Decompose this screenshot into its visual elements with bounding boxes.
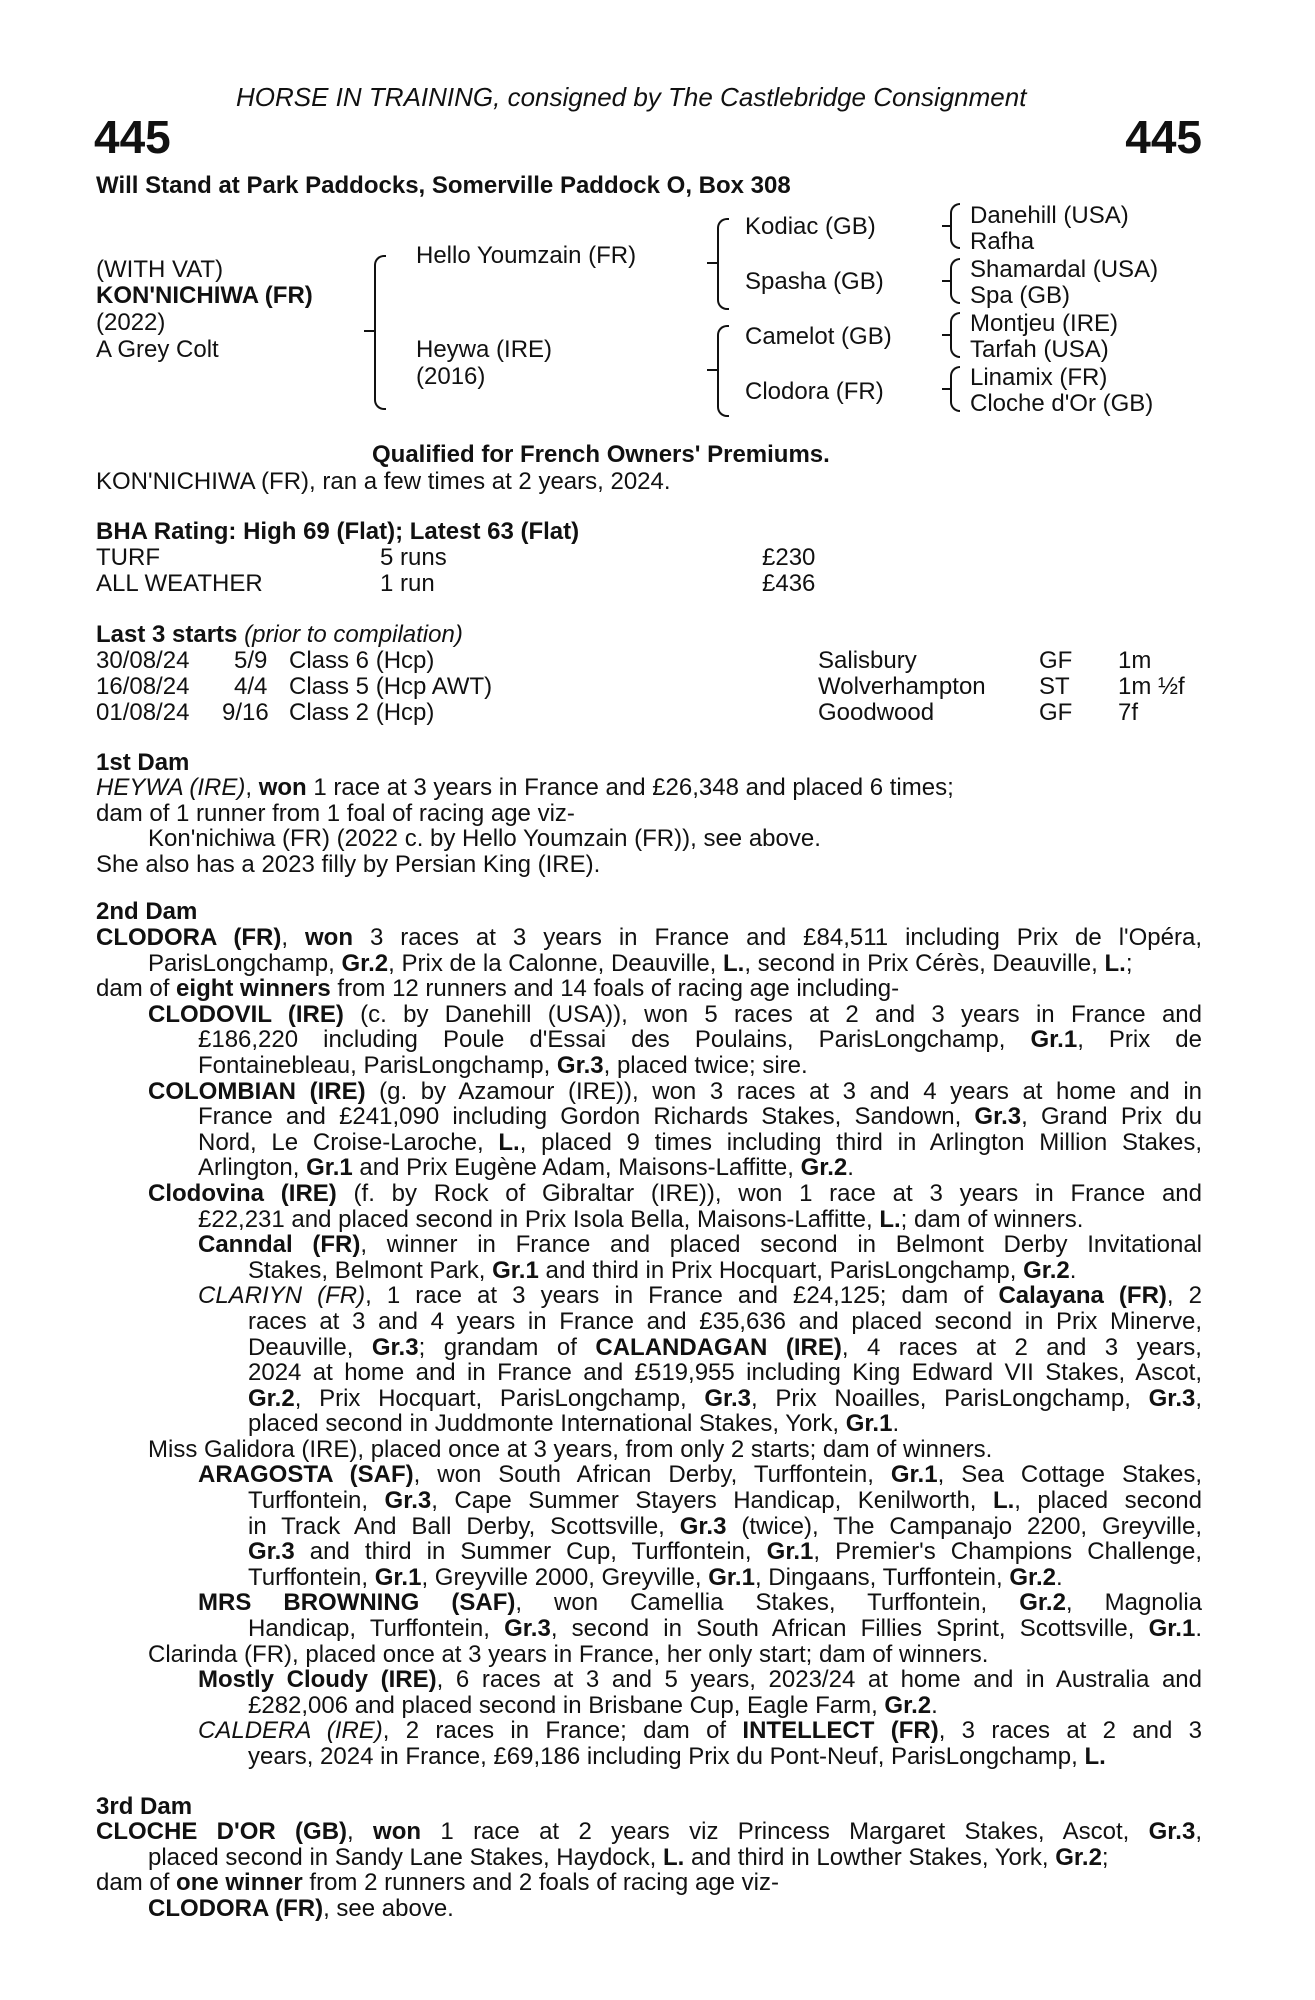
bha-surface: TURF bbox=[96, 544, 160, 571]
start-course: Salisbury bbox=[818, 647, 917, 674]
ggs-brace-3b bbox=[950, 334, 960, 358]
grade: Gr.1 bbox=[492, 1256, 539, 1284]
text: Turffontein, bbox=[248, 1487, 385, 1515]
text: , placed second bbox=[1014, 1487, 1202, 1515]
start-going: GF bbox=[1039, 699, 1073, 726]
text: 1 race at 2 years viz Princess Margaret Stakes, Ascot, bbox=[421, 1818, 1149, 1845]
text: Miss Galidora (IRE), placed once at 3 years, from only 2 starts; dam of winners. bbox=[148, 1435, 993, 1463]
start-course: Goodwood bbox=[818, 699, 935, 726]
grade: Gr.1 bbox=[1030, 1026, 1078, 1054]
vat-note: (WITH VAT) bbox=[96, 256, 224, 283]
text: , see above. bbox=[323, 1894, 454, 1922]
first-dam-text: HEYWA (IRE), won 1 race at 3 years in France and £26,348 and placed 6 times; dam of 1 runner from 1 foal of racing age viz- Kon'nichiwa (FR) (2022 c. by Hello Youmzain (FR)), see above. She also has a 2023 filly by Persian King (IRE). bbox=[96, 775, 1202, 877]
text: in Track And Ball Derby, Scottsville, bbox=[248, 1512, 680, 1540]
grade: L. bbox=[1084, 1743, 1106, 1770]
start-date: 16/08/24 bbox=[96, 673, 190, 700]
start-distance: 1m ½f bbox=[1118, 673, 1185, 700]
progeny-name: ARAGOSTA (SAF) bbox=[198, 1461, 414, 1489]
grade: L. bbox=[498, 1128, 520, 1156]
text: , 4 races at 2 and 3 years, bbox=[841, 1333, 1202, 1361]
text: , Prix de bbox=[1077, 1026, 1203, 1054]
progeny-name: CLODOVIL (IRE) bbox=[148, 1000, 344, 1028]
lot-number-left: 445 bbox=[94, 111, 171, 163]
sire-dam: Spasha (GB) bbox=[745, 268, 884, 295]
text: , Sea Cottage Stakes, bbox=[937, 1461, 1202, 1489]
progeny-name: CLARIYN (FR) bbox=[198, 1282, 366, 1310]
text: , won Camellia Stakes, Turffontein, bbox=[515, 1589, 1020, 1617]
text: and third in Prix Hocquart, ParisLongchamp, bbox=[538, 1256, 1024, 1284]
start-going: ST bbox=[1039, 673, 1070, 700]
sire: Hello Youmzain (FR) bbox=[416, 242, 637, 269]
won-label: won bbox=[305, 924, 354, 951]
grade: Gr.3 bbox=[1148, 1384, 1196, 1412]
ggs-6: Tarfah (USA) bbox=[970, 336, 1109, 363]
dam-year: (2016) bbox=[416, 363, 486, 390]
ggs-brace-4b bbox=[950, 388, 960, 412]
sire-brace-lower bbox=[717, 262, 729, 310]
first-dam-name: HEYWA (IRE) bbox=[96, 774, 246, 801]
grade: Gr.3 bbox=[371, 1333, 419, 1361]
start-course: Wolverhampton bbox=[818, 673, 986, 700]
text: , 1 race at 3 years in France and £24,125; dam of bbox=[365, 1282, 999, 1310]
text: , winner in France and placed second in Belmont Derby Invitational bbox=[360, 1231, 1203, 1259]
text: . bbox=[1195, 1615, 1202, 1643]
text: , 6 races at 3 and 5 years, 2023/24 at home and in Australia and bbox=[436, 1666, 1202, 1694]
text: . bbox=[931, 1691, 938, 1719]
text: £22,231 and placed second in Prix Isola Bella, Maisons-Laffitte, bbox=[198, 1205, 880, 1233]
premiums-note: Qualified for French Owners' Premiums. bbox=[372, 441, 830, 468]
grade: Gr.1 bbox=[766, 1538, 814, 1566]
start-date: 01/08/24 bbox=[96, 699, 190, 726]
text: from 12 runners and 14 foals of racing age including- bbox=[330, 975, 900, 1003]
text: , second in South African Fillies Sprint, Scottsville, bbox=[550, 1615, 1149, 1643]
ggs-3: Shamardal (USA) bbox=[970, 256, 1159, 283]
start-distance: 1m bbox=[1118, 647, 1152, 674]
text: , Premier's Champions Challenge, bbox=[813, 1538, 1202, 1566]
text: 3 races at 3 years in France and £84,511 including Prix de l'Opéra, bbox=[353, 924, 1203, 951]
text: , Prix Noailles, ParisLongchamp, bbox=[751, 1384, 1149, 1412]
dam-dam: Clodora (FR) bbox=[745, 378, 884, 405]
ggs-brace-3a bbox=[950, 312, 960, 336]
text: (g. by Azamour (IRE)), won 3 races at 3 and 4 years at home and in bbox=[365, 1077, 1202, 1105]
text: Clarinda (FR), placed once at 3 years in France, her only start; dam of winners. bbox=[148, 1640, 989, 1668]
ggs-brace-2b bbox=[950, 280, 960, 304]
text: 1 race at 3 years in France and £26,348 and placed 6 times; bbox=[306, 774, 954, 801]
bha-runs: 5 runs bbox=[380, 544, 447, 571]
ggs-brace-2m bbox=[942, 280, 950, 282]
text: . bbox=[892, 1410, 900, 1438]
ggs-7: Linamix (FR) bbox=[970, 364, 1108, 391]
ggs-brace-4a bbox=[950, 366, 960, 390]
text: and third in Summer Cup, Turffontein, bbox=[294, 1538, 767, 1566]
grade: Gr.1 bbox=[845, 1410, 893, 1438]
grade: Gr.3 bbox=[248, 1538, 295, 1566]
text: Fontainebleau, ParisLongchamp, bbox=[198, 1051, 557, 1079]
pedigree-brace-point bbox=[364, 330, 374, 332]
text: , bbox=[1195, 1384, 1203, 1412]
ggs-8: Cloche d'Or (GB) bbox=[970, 390, 1154, 417]
dam-brace-lower bbox=[717, 369, 729, 417]
text: £282,006 and placed second in Brisbane Cup, Eagle Farm, bbox=[248, 1691, 885, 1719]
text: , 2 races in France; dam of bbox=[382, 1717, 743, 1745]
grade: Gr.2 bbox=[248, 1384, 295, 1412]
start-date: 30/08/24 bbox=[96, 647, 190, 674]
grade: Gr.3 bbox=[704, 1384, 752, 1412]
text: , placed 9 times including third in Arlington Million Stakes, bbox=[519, 1128, 1202, 1156]
start-race: Class 2 (Hcp) bbox=[289, 699, 435, 726]
text: Turffontein, bbox=[248, 1563, 375, 1591]
sire-sire: Kodiac (GB) bbox=[745, 213, 876, 240]
grade: Gr.2 bbox=[1023, 1256, 1070, 1284]
text: . bbox=[1056, 1563, 1063, 1591]
start-going: GF bbox=[1039, 647, 1073, 674]
text: Arlington, bbox=[198, 1154, 307, 1182]
second-dam-text bbox=[96, 925, 1202, 1770]
text: , bbox=[347, 1818, 374, 1845]
text: ; grandam of bbox=[418, 1333, 596, 1361]
text: , second in Prix Cérès, Deauville, bbox=[744, 949, 1105, 977]
text: , bbox=[1195, 1818, 1202, 1845]
grade: Gr.1 bbox=[708, 1563, 755, 1591]
text: Kon'nichiwa (FR) (2022 c. by Hello Youmzain (FR)), see above. bbox=[148, 825, 821, 853]
text: years, 2024 in France, £69,186 including Prix du Pont-Neuf, ParisLongchamp, bbox=[248, 1743, 1085, 1770]
grade: L. bbox=[992, 1487, 1015, 1515]
winners-count: one winner bbox=[176, 1869, 303, 1897]
start-distance: 7f bbox=[1118, 699, 1139, 726]
grade: Gr.3 bbox=[1148, 1818, 1196, 1845]
text: ; dam of winners. bbox=[900, 1205, 1084, 1233]
start-race: Class 6 (Hcp) bbox=[289, 647, 435, 674]
ggs-brace-4m bbox=[942, 388, 950, 390]
text: , Dingaans, Turffontein, bbox=[754, 1563, 1010, 1591]
text: She also has a 2023 filly by Persian King (IRE). bbox=[96, 850, 601, 878]
third-dam-text bbox=[96, 1819, 1202, 1921]
progeny-name: INTELLECT (FR) bbox=[742, 1717, 939, 1745]
text: and Prix Eugène Adam, Maisons-Laffitte, bbox=[352, 1154, 801, 1182]
progeny-name: Canndal (FR) bbox=[198, 1231, 361, 1259]
text: dam of 1 runner from 1 foal of racing age viz- bbox=[96, 799, 575, 827]
text: , Greyville 2000, Greyville, bbox=[421, 1563, 709, 1591]
start-position: 4/4 bbox=[234, 673, 268, 700]
grade: Gr.3 bbox=[679, 1512, 727, 1540]
ggs-brace-1b bbox=[950, 225, 960, 249]
start-race: Class 5 (Hcp AWT) bbox=[289, 673, 493, 700]
bha-runs: 1 run bbox=[380, 570, 435, 597]
grade: Gr.2 bbox=[1019, 1589, 1066, 1617]
grade: Gr.1 bbox=[374, 1563, 422, 1591]
progeny-name: CLODORA (FR) bbox=[148, 1894, 324, 1922]
grade: Gr.3 bbox=[384, 1487, 432, 1515]
progeny-name: Clodovina (IRE) bbox=[148, 1179, 337, 1207]
won-label: won bbox=[258, 774, 307, 801]
text: ; bbox=[1101, 1843, 1109, 1871]
text: , Prix Hocquart, ParisLongchamp, bbox=[294, 1384, 705, 1412]
text: dam of bbox=[96, 975, 177, 1003]
pedigree-brace-upper bbox=[374, 255, 386, 332]
stand-location: Will Stand at Park Paddocks, Somerville Paddock O, Box 308 bbox=[96, 172, 791, 199]
grade: Gr.2 bbox=[1009, 1563, 1057, 1591]
text: placed second in Juddmonte International Stakes, York, bbox=[248, 1410, 846, 1438]
grade: L. bbox=[663, 1843, 685, 1871]
text: 2024 at home and in France and £519,955 including King Edward VII Stakes, Ascot, bbox=[248, 1359, 1202, 1387]
won-label: won bbox=[373, 1818, 422, 1845]
third-dam-name: CLOCHE D'OR (GB) bbox=[96, 1818, 348, 1845]
text: , Grand Prix du bbox=[1021, 1103, 1203, 1131]
text: France and £241,090 including Gordon Richards Stakes, Sandown, bbox=[198, 1103, 975, 1131]
grade: Gr.3 bbox=[974, 1103, 1022, 1131]
start-position: 9/16 bbox=[222, 699, 269, 726]
grade: Gr.1 bbox=[1148, 1615, 1196, 1643]
dam-brace-point bbox=[707, 369, 717, 371]
ggs-brace-3m bbox=[942, 334, 950, 336]
horse-description: A Grey Colt bbox=[96, 336, 219, 363]
text: (f. by Rock of Gibraltar (IRE)), won 1 race at 3 years in France and bbox=[336, 1179, 1202, 1207]
sire-brace-upper bbox=[717, 218, 729, 264]
text: ParisLongchamp, bbox=[148, 949, 342, 977]
text: , placed twice; sire. bbox=[603, 1051, 808, 1079]
dam-brace-upper bbox=[717, 325, 729, 371]
grade: Gr.3 bbox=[556, 1051, 604, 1079]
grade: L. bbox=[879, 1205, 901, 1233]
text: , 3 races at 2 and 3 bbox=[938, 1717, 1203, 1745]
racing-record-summary: KON'NICHIWA (FR), ran a few times at 2 years, 2024. bbox=[96, 468, 671, 495]
ggs-4: Spa (GB) bbox=[970, 282, 1071, 309]
progeny-name: MRS BROWNING (SAF) bbox=[198, 1589, 516, 1617]
text: and third in Lowther Stakes, York, bbox=[684, 1843, 1056, 1871]
bha-prize: £436 bbox=[762, 570, 816, 597]
dam: Heywa (IRE) bbox=[416, 336, 553, 363]
bha-prize: £230 bbox=[762, 544, 816, 571]
sale-header: HORSE IN TRAINING, consigned by The Castlebridge Consignment bbox=[236, 82, 1027, 112]
progeny-name: CALANDAGAN (IRE) bbox=[595, 1333, 842, 1361]
pedigree-brace-lower bbox=[374, 330, 386, 410]
grade: Gr.3 bbox=[504, 1615, 551, 1643]
text: Nord, Le Croise-Laroche, bbox=[198, 1128, 499, 1156]
text: placed second in Sandy Lane Stakes, Haydock, bbox=[148, 1843, 663, 1871]
second-dam-heading: 2nd Dam bbox=[96, 898, 198, 925]
lot-number-right: 445 bbox=[1125, 111, 1202, 163]
last-starts-heading bbox=[96, 621, 463, 648]
text: , Magnolia bbox=[1065, 1589, 1203, 1617]
grade: L. bbox=[1104, 949, 1126, 977]
text: £186,220 including Poule d'Essai des Poulains, ParisLongchamp, bbox=[198, 1026, 1031, 1054]
ggs-brace-2a bbox=[950, 258, 960, 282]
grade: Gr.1 bbox=[890, 1461, 938, 1489]
text: dam of bbox=[96, 1869, 177, 1897]
text: ; bbox=[1125, 949, 1133, 977]
progeny-name: Mostly Cloudy (IRE) bbox=[198, 1666, 437, 1694]
grade: Gr.1 bbox=[306, 1154, 353, 1182]
progeny-name: Calayana (FR) bbox=[998, 1282, 1167, 1310]
text: (c. by Danehill (USA)), won 5 races at 2 and 3 years in France and bbox=[343, 1000, 1202, 1028]
bha-rating: BHA Rating: High 69 (Flat); Latest 63 (Flat) bbox=[96, 518, 580, 545]
text: . bbox=[847, 1154, 854, 1182]
ggs-5: Montjeu (IRE) bbox=[970, 310, 1119, 337]
text: , bbox=[281, 924, 306, 951]
text: Deauville, bbox=[248, 1333, 372, 1361]
second-dam-name: CLODORA (FR) bbox=[96, 924, 282, 951]
grade: L. bbox=[723, 949, 745, 977]
grade: Gr.2 bbox=[800, 1154, 848, 1182]
ggs-2: Rafha bbox=[970, 228, 1035, 255]
text: Handicap, Turffontein, bbox=[248, 1615, 505, 1643]
text: , Prix de la Calonne, Deauville, bbox=[388, 949, 723, 977]
text: races at 3 and 4 years in France and £35,636 and placed second in Prix Minerve, bbox=[248, 1307, 1202, 1335]
ggs-1: Danehill (USA) bbox=[970, 202, 1129, 229]
last-starts-note: (prior to compilation) bbox=[244, 621, 463, 648]
grade: Gr.2 bbox=[1055, 1843, 1102, 1871]
horse-year: (2022) bbox=[96, 309, 166, 336]
last-starts-title: Last 3 starts bbox=[96, 621, 238, 648]
text: from 2 runners and 2 foals of racing age viz- bbox=[302, 1869, 779, 1897]
ggs-brace-1m bbox=[942, 225, 950, 227]
dam-sire: Camelot (GB) bbox=[745, 323, 892, 350]
text: , 2 bbox=[1166, 1282, 1203, 1310]
third-dam-heading: 3rd Dam bbox=[96, 1793, 193, 1820]
bha-surface: ALL WEATHER bbox=[96, 570, 263, 597]
winners-count: eight winners bbox=[176, 975, 331, 1003]
first-dam-heading: 1st Dam bbox=[96, 749, 190, 776]
text: , Cape Summer Stayers Handicap, Kenilworth, bbox=[431, 1487, 993, 1515]
text: Stakes, Belmont Park, bbox=[248, 1256, 493, 1284]
progeny-name: COLOMBIAN (IRE) bbox=[148, 1077, 366, 1105]
horse-name: KON'NICHIWA (FR) bbox=[96, 282, 313, 309]
sire-brace-point bbox=[707, 262, 717, 264]
progeny-name: CALDERA (IRE) bbox=[198, 1717, 383, 1745]
grade: Gr.2 bbox=[341, 949, 389, 977]
start-position: 5/9 bbox=[234, 647, 268, 674]
text: . bbox=[1069, 1256, 1077, 1284]
text: (twice), The Campanajo 2200, Greyville, bbox=[726, 1512, 1203, 1540]
grade: Gr.2 bbox=[884, 1691, 932, 1719]
ggs-brace-1a bbox=[950, 203, 960, 227]
text: , won South African Derby, Turffontein, bbox=[413, 1461, 891, 1489]
